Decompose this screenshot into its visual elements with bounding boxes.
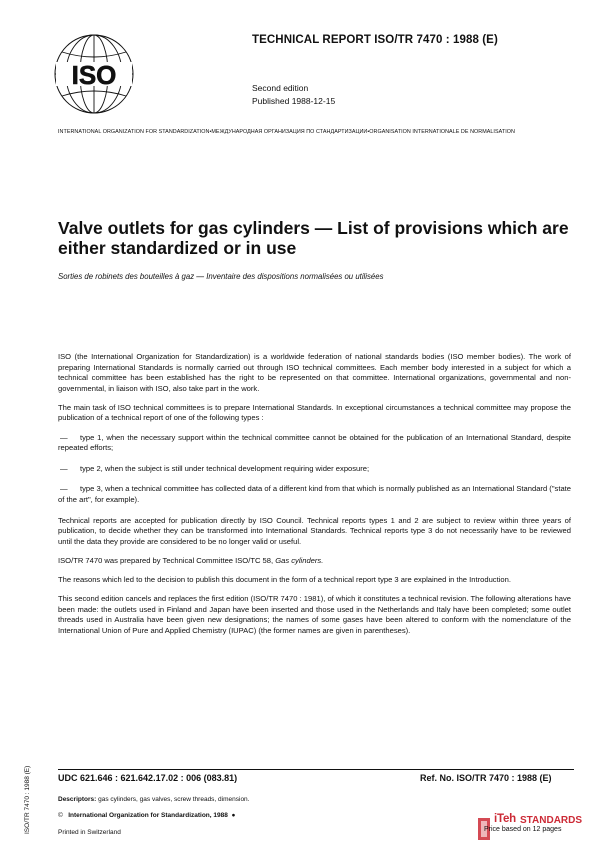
edition: Second edition	[252, 83, 309, 93]
published-date: Published 1988-12-15	[252, 96, 336, 106]
copyright	[58, 812, 235, 819]
footer-rule	[58, 769, 574, 770]
udc-number: UDC 621.646 : 621.642.17.02 : 006 (083.81)	[58, 773, 238, 783]
prepared-by-text: ISO/TR 7470 was prepared by Technical Committee ISO/TC 58,	[58, 555, 276, 565]
foreword-body	[58, 352, 571, 645]
type1-text: type 1, when the necessary support within the technical committee cannot be obtained for the publication of an International Standard, despite repeated efforts;	[58, 432, 571, 453]
side-reference: ISO/TR 7470 : 1988 (E)	[24, 765, 31, 834]
logo-text: ISO	[71, 60, 117, 90]
descriptors	[58, 796, 249, 803]
paragraph-acceptance: Technical reports are accepted for publication directly by ISO Council. Technical reports types 1 and 2 are subject to review within three years of publication, to decide whether they can be transformed into International Standards. Technical reports type 3 do not necessarily have to be reviewed until the data they provide are considered to be no longer valid or useful.	[58, 515, 571, 546]
paragraph-main-task: The main task of ISO technical committees is to prepare International Standards. In exceptional circumstances a technical committee may propose the publication of a technical report of one of the following types :	[58, 402, 571, 423]
dash: —	[60, 463, 68, 473]
dash: —	[60, 432, 68, 442]
paragraph-iso-intro: ISO (the International Organization for Standardization) is a worldwide federation of national standards bodies (ISO member bodies). The work of preparing International Standards is normally carried out through ISO technical committees. Each member body interested in a subject for which a technical committee has been established has the right to be represented on that committee. International organizations, governmental and non-governmental, in liaison with ISO, also take part in the work.	[58, 352, 571, 393]
iso-logo	[54, 34, 134, 114]
paragraph-reasons: The reasons which led to the decision to publish this document in the form of a technical report type 3 are explained in the Introduction.	[58, 574, 511, 584]
list-item	[58, 464, 571, 475]
type3-text: type 3, when a technical committee has collected data of a different kind from that which is normally published as an International Standard ("state of the art", for example).	[58, 484, 571, 504]
organization-line: INTERNATIONAL ORGANIZATION FOR STANDARDIZATION•МЕЖДУНАРОДНАЯ ОРГАНИЗАЦИЯ ПО СТАНДАРТИЗАЦИИ•ORGANISATION INTERNATIONALE DE NORMALISATION	[58, 129, 515, 135]
paragraph-second-edition: This second edition cancels and replaces the first edition (ISO/TR 7470 : 1981), of which it constitutes a technical revision. The following alterations have been made: the outlets used in Finland and Japan have been inserted and those used in the Netherlands and Italy have been completed; some outlet threads used in Australia have been given new designations; the names of some gases have been altered to conform with the nomenclature of the International Union of Pure and Applied Chemistry (IUPAC) (the former names are given in parentheses).	[58, 594, 571, 635]
copyright-symbol: ©	[58, 812, 63, 819]
report-id: TECHNICAL REPORT ISO/TR 7470 : 1988 (E)	[252, 34, 498, 46]
price-based: Price based on 12 pages	[484, 826, 562, 833]
document-subtitle-french: Sorties de robinets des bouteilles à gaz — Inventaire des dispositions normalisées ou utilisées	[58, 272, 384, 281]
copyright-org: International Organization for Standardization, 1988	[68, 812, 228, 819]
list-item	[58, 484, 571, 505]
paragraph-prepared-by	[58, 556, 571, 567]
bullet-icon: ●	[231, 812, 236, 819]
document-title: Valve outlets for gas cylinders — List of provisions which are either standardized or in use	[58, 218, 569, 258]
report-type-list	[58, 433, 571, 506]
list-item	[58, 433, 571, 454]
descriptors-value: gas cylinders, gas valves, screw threads, dimension.	[98, 796, 250, 803]
watermark-brand-a: iTeh	[494, 813, 516, 825]
committee-name: Gas cylinders.	[275, 555, 324, 565]
type2-text: type 2, when the subject is still under technical development requiring wider exposure;	[80, 463, 370, 473]
reference-number: Ref. No. ISO/TR 7470 : 1988 (E)	[420, 773, 552, 783]
printed-in: Printed in Switzerland	[58, 829, 121, 836]
descriptors-label: Descriptors:	[58, 796, 97, 803]
dash: —	[60, 484, 68, 494]
watermark-brand-b: STANDARDS	[520, 815, 583, 826]
